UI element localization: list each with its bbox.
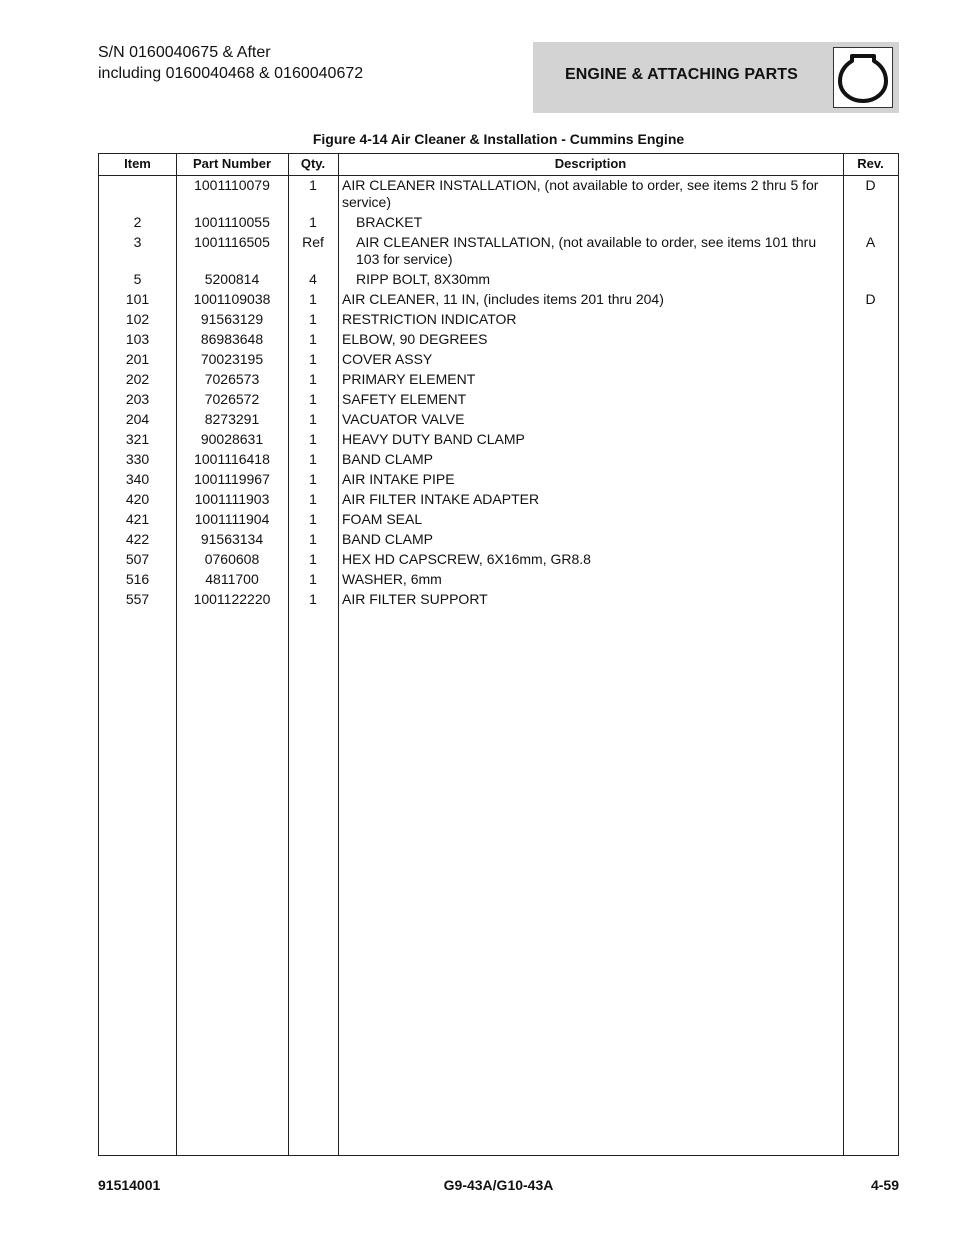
cell-qty: Ref [302, 234, 324, 250]
cell-qty: 1 [309, 431, 317, 447]
cell-item: 421 [125, 511, 150, 527]
cell-part-number: 1001119967 [194, 471, 270, 487]
cell-qty: 1 [309, 331, 317, 347]
cell-part-number: 1001110055 [194, 214, 270, 230]
serial-line-1: S/N 0160040675 & After [98, 44, 271, 61]
cell-description: BAND CLAMP [342, 531, 434, 547]
cell-description: AIR CLEANER, 11 IN, (includes items 201 thru 204) [342, 291, 664, 307]
cell-item: 516 [125, 571, 150, 587]
footer-page-number: 4-59 [870, 1177, 899, 1193]
cell-description: BRACKET [356, 214, 423, 230]
cell-description: BAND CLAMP [342, 451, 434, 467]
cell-item: 102 [125, 311, 150, 327]
cell-part-number: 1001122220 [193, 591, 271, 607]
header-description: Description [554, 156, 627, 171]
cell-part-number: 7026573 [204, 371, 260, 387]
cell-description: HEAVY DUTY BAND CLAMP [342, 431, 525, 447]
cell-item: 321 [125, 431, 150, 447]
cell-qty: 4 [309, 271, 317, 287]
cell-qty: 1 [309, 177, 317, 193]
cell-item: 330 [125, 451, 150, 467]
cell-rev: D [865, 291, 876, 307]
cell-part-number: 0760608 [204, 551, 260, 567]
figure-title: Figure 4-14 Air Cleaner & Installation - Cummins Engine [312, 131, 685, 147]
cell-description: PRIMARY ELEMENT [342, 371, 476, 387]
cell-rev: D [865, 177, 876, 193]
cell-description: AIR FILTER SUPPORT [342, 591, 488, 607]
cell-part-number: 8273291 [204, 411, 260, 427]
cell-qty: 1 [309, 291, 317, 307]
cell-item: 507 [125, 551, 150, 567]
cell-item: 101 [125, 291, 150, 307]
cell-item: 422 [125, 531, 150, 547]
section-header [533, 42, 899, 113]
header-part-number: Part Number [192, 156, 272, 171]
cell-qty: 1 [309, 511, 317, 527]
cell-qty: 1 [309, 311, 317, 327]
cell-item: 3 [133, 234, 142, 250]
cell-qty: 1 [309, 411, 317, 427]
cell-description: COVER ASSY [342, 351, 433, 367]
cell-qty: 1 [309, 371, 317, 387]
cell-description: WASHER, 6mm [342, 571, 442, 587]
cell-description: AIR INTAKE PIPE [342, 471, 455, 487]
engine-icon [833, 47, 893, 108]
cell-item: 202 [125, 371, 150, 387]
section-title: ENGINE & ATTACHING PARTS [565, 66, 798, 83]
cell-description: RIPP BOLT, 8X30mm [356, 271, 491, 287]
cell-description: FOAM SEAL [342, 511, 423, 527]
cell-item: 203 [125, 391, 150, 407]
header-divider [99, 175, 898, 176]
cell-part-number: 90028631 [200, 431, 264, 447]
cell-part-number: 1001111903 [194, 491, 270, 507]
cell-qty: 1 [309, 491, 317, 507]
column-divider [338, 154, 339, 1155]
footer-part-number: 91514001 [98, 1177, 161, 1193]
cell-part-number: 1001109038 [193, 291, 271, 307]
cell-item: 340 [125, 471, 150, 487]
cell-qty: 1 [309, 451, 317, 467]
cell-item: 201 [125, 351, 150, 367]
cell-description: HEX HD CAPSCREW, 6X16mm, GR8.8 [342, 551, 591, 567]
cell-qty: 1 [309, 591, 317, 607]
cell-item: 2 [133, 214, 142, 230]
cell-description: AIR FILTER INTAKE ADAPTER [342, 491, 540, 507]
header-qty: Qty. [300, 156, 326, 171]
serial-number-block [98, 42, 363, 84]
cell-qty: 1 [309, 551, 317, 567]
cell-item: 103 [125, 331, 150, 347]
cell-part-number: 86983648 [200, 331, 264, 347]
cell-part-number: 4811700 [205, 571, 259, 587]
cell-qty: 1 [309, 391, 317, 407]
cell-item: 420 [125, 491, 150, 507]
parts-table [98, 153, 899, 1156]
cell-description: ELBOW, 90 DEGREES [342, 331, 488, 347]
cell-qty: 1 [309, 571, 317, 587]
cell-description: RESTRICTION INDICATOR [342, 311, 517, 327]
cell-part-number: 5200814 [204, 271, 260, 287]
cell-rev: A [865, 234, 876, 250]
cell-part-number: 70023195 [200, 351, 264, 367]
cell-part-number: 1001116505 [194, 234, 270, 250]
cell-item: 557 [125, 591, 150, 607]
cell-qty: 1 [309, 351, 317, 367]
cell-description: VACUATOR VALVE [342, 411, 465, 427]
cell-part-number: 1001111904 [194, 511, 270, 527]
cell-part-number: 1001110079 [194, 177, 270, 193]
cell-description: AIR CLEANER INSTALLATION, (not available to order, see items 101 thru 103 for service) [356, 234, 817, 267]
footer-model: G9-43A/G10-43A [443, 1177, 554, 1193]
cell-description: AIR CLEANER INSTALLATION, (not available to order, see items 2 thru 5 for service) [342, 177, 819, 210]
header-rev: Rev. [857, 156, 884, 171]
cell-item: 5 [133, 271, 142, 287]
cell-qty: 1 [309, 531, 317, 547]
cell-item: 204 [125, 411, 150, 427]
cell-part-number: 91563129 [200, 311, 264, 327]
cell-part-number: 91563134 [200, 531, 264, 547]
cell-part-number: 1001116418 [194, 451, 270, 467]
cell-part-number: 7026572 [204, 391, 260, 407]
header-item: Item [124, 156, 151, 171]
cell-qty: 1 [309, 214, 317, 230]
cell-description: SAFETY ELEMENT [342, 391, 467, 407]
cell-qty: 1 [309, 471, 317, 487]
serial-line-2: including 0160040468 & 0160040672 [98, 65, 364, 82]
